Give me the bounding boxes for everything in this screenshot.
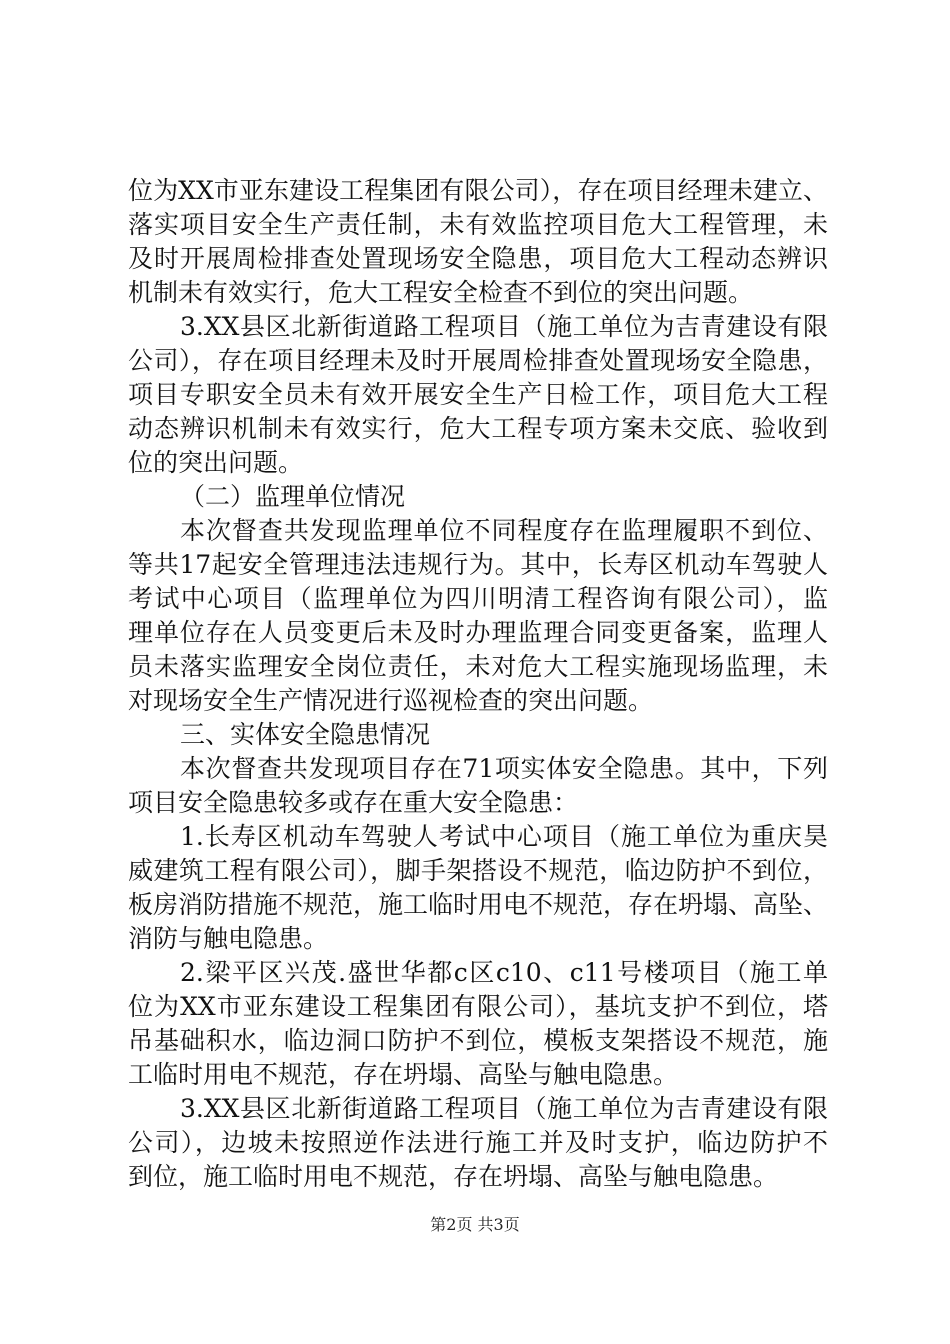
- text-line: 项目安全隐患较多或存在重大安全隐患：: [128, 788, 579, 817]
- text-line: 本次督查共发现监理单位不同程度存在监理履职不到位、: [180, 516, 828, 545]
- text-line: 考试中心项目（监理单位为四川明清工程咨询有限公司），监: [128, 584, 828, 613]
- text-line: 员未落实监理安全岗位责任，未对危大工程实施现场监理，未: [128, 652, 828, 681]
- text-line: 威建筑工程有限公司），脚手架搭设不规范，临边防护不到位，: [128, 856, 828, 885]
- text-line: 公司），存在项目经理未及时开展周检排查处置现场安全隐患，: [128, 346, 828, 375]
- text-line: 2.梁平区兴茂.盛世华都c区c10、c11号楼项目（施工单: [180, 958, 828, 987]
- text-line: 等共17起安全管理违法违规行为。其中，长寿区机动车驾驶人: [128, 550, 828, 579]
- text-line: 3.XX县区北新街道路工程项目（施工单位为吉青建设有限: [180, 312, 828, 341]
- text-line: 消防与触电隐患。: [128, 924, 329, 953]
- text-line: 动态辨识机制未有效实行，危大工程专项方案未交底、验收到: [128, 414, 828, 443]
- text-line: 1.长寿区机动车驾驶人考试中心项目（施工单位为重庆昊: [180, 822, 828, 851]
- section-heading: （二）监理单位情况: [180, 482, 406, 511]
- text-line: 理单位存在人员变更后未及时办理监理合同变更备案，监理人: [128, 618, 828, 647]
- page-footer: 第2页 共3页: [430, 1215, 520, 1234]
- text-line: 及时开展周检排查处置现场安全隐患，项目危大工程动态辨识: [128, 244, 828, 273]
- text-line: 位的突出问题。: [128, 448, 304, 477]
- text-line: 机制未有效实行，危大工程安全检查不到位的突出问题。: [128, 278, 754, 307]
- text-line: 吊基础积水，临边洞口防护不到位，模板支架搭设不规范，施: [128, 1026, 828, 1055]
- text-line: 到位，施工临时用电不规范，存在坍塌、高坠与触电隐患。: [128, 1162, 779, 1191]
- text-line: 对现场安全生产情况进行巡视检查的突出问题。: [128, 686, 654, 715]
- text-line: 落实项目安全生产责任制，未有效监控项目危大工程管理，未: [128, 210, 828, 239]
- text-line: 工临时用电不规范，存在坍塌、高坠与触电隐患。: [128, 1060, 679, 1089]
- text-line: 本次督查共发现项目存在71项实体安全隐患。其中，下列: [180, 754, 828, 783]
- text-line: 公司），边坡未按照逆作法进行施工并及时支护，临边防护不: [128, 1128, 828, 1157]
- text-line: 位为XX市亚东建设工程集团有限公司），存在项目经理未建立、: [128, 176, 828, 205]
- text-line: 位为XX市亚东建设工程集团有限公司），基坑支护不到位，塔: [128, 992, 828, 1021]
- text-line: 板房消防措施不规范，施工临时用电不规范，存在坍塌、高坠、: [128, 890, 829, 919]
- section-heading: 三、实体安全隐患情况: [180, 720, 431, 749]
- text-line: 项目专职安全员未有效开展安全生产日检工作，项目危大工程: [128, 380, 828, 409]
- text-line: 3.XX县区北新街道路工程项目（施工单位为吉青建设有限: [180, 1094, 828, 1123]
